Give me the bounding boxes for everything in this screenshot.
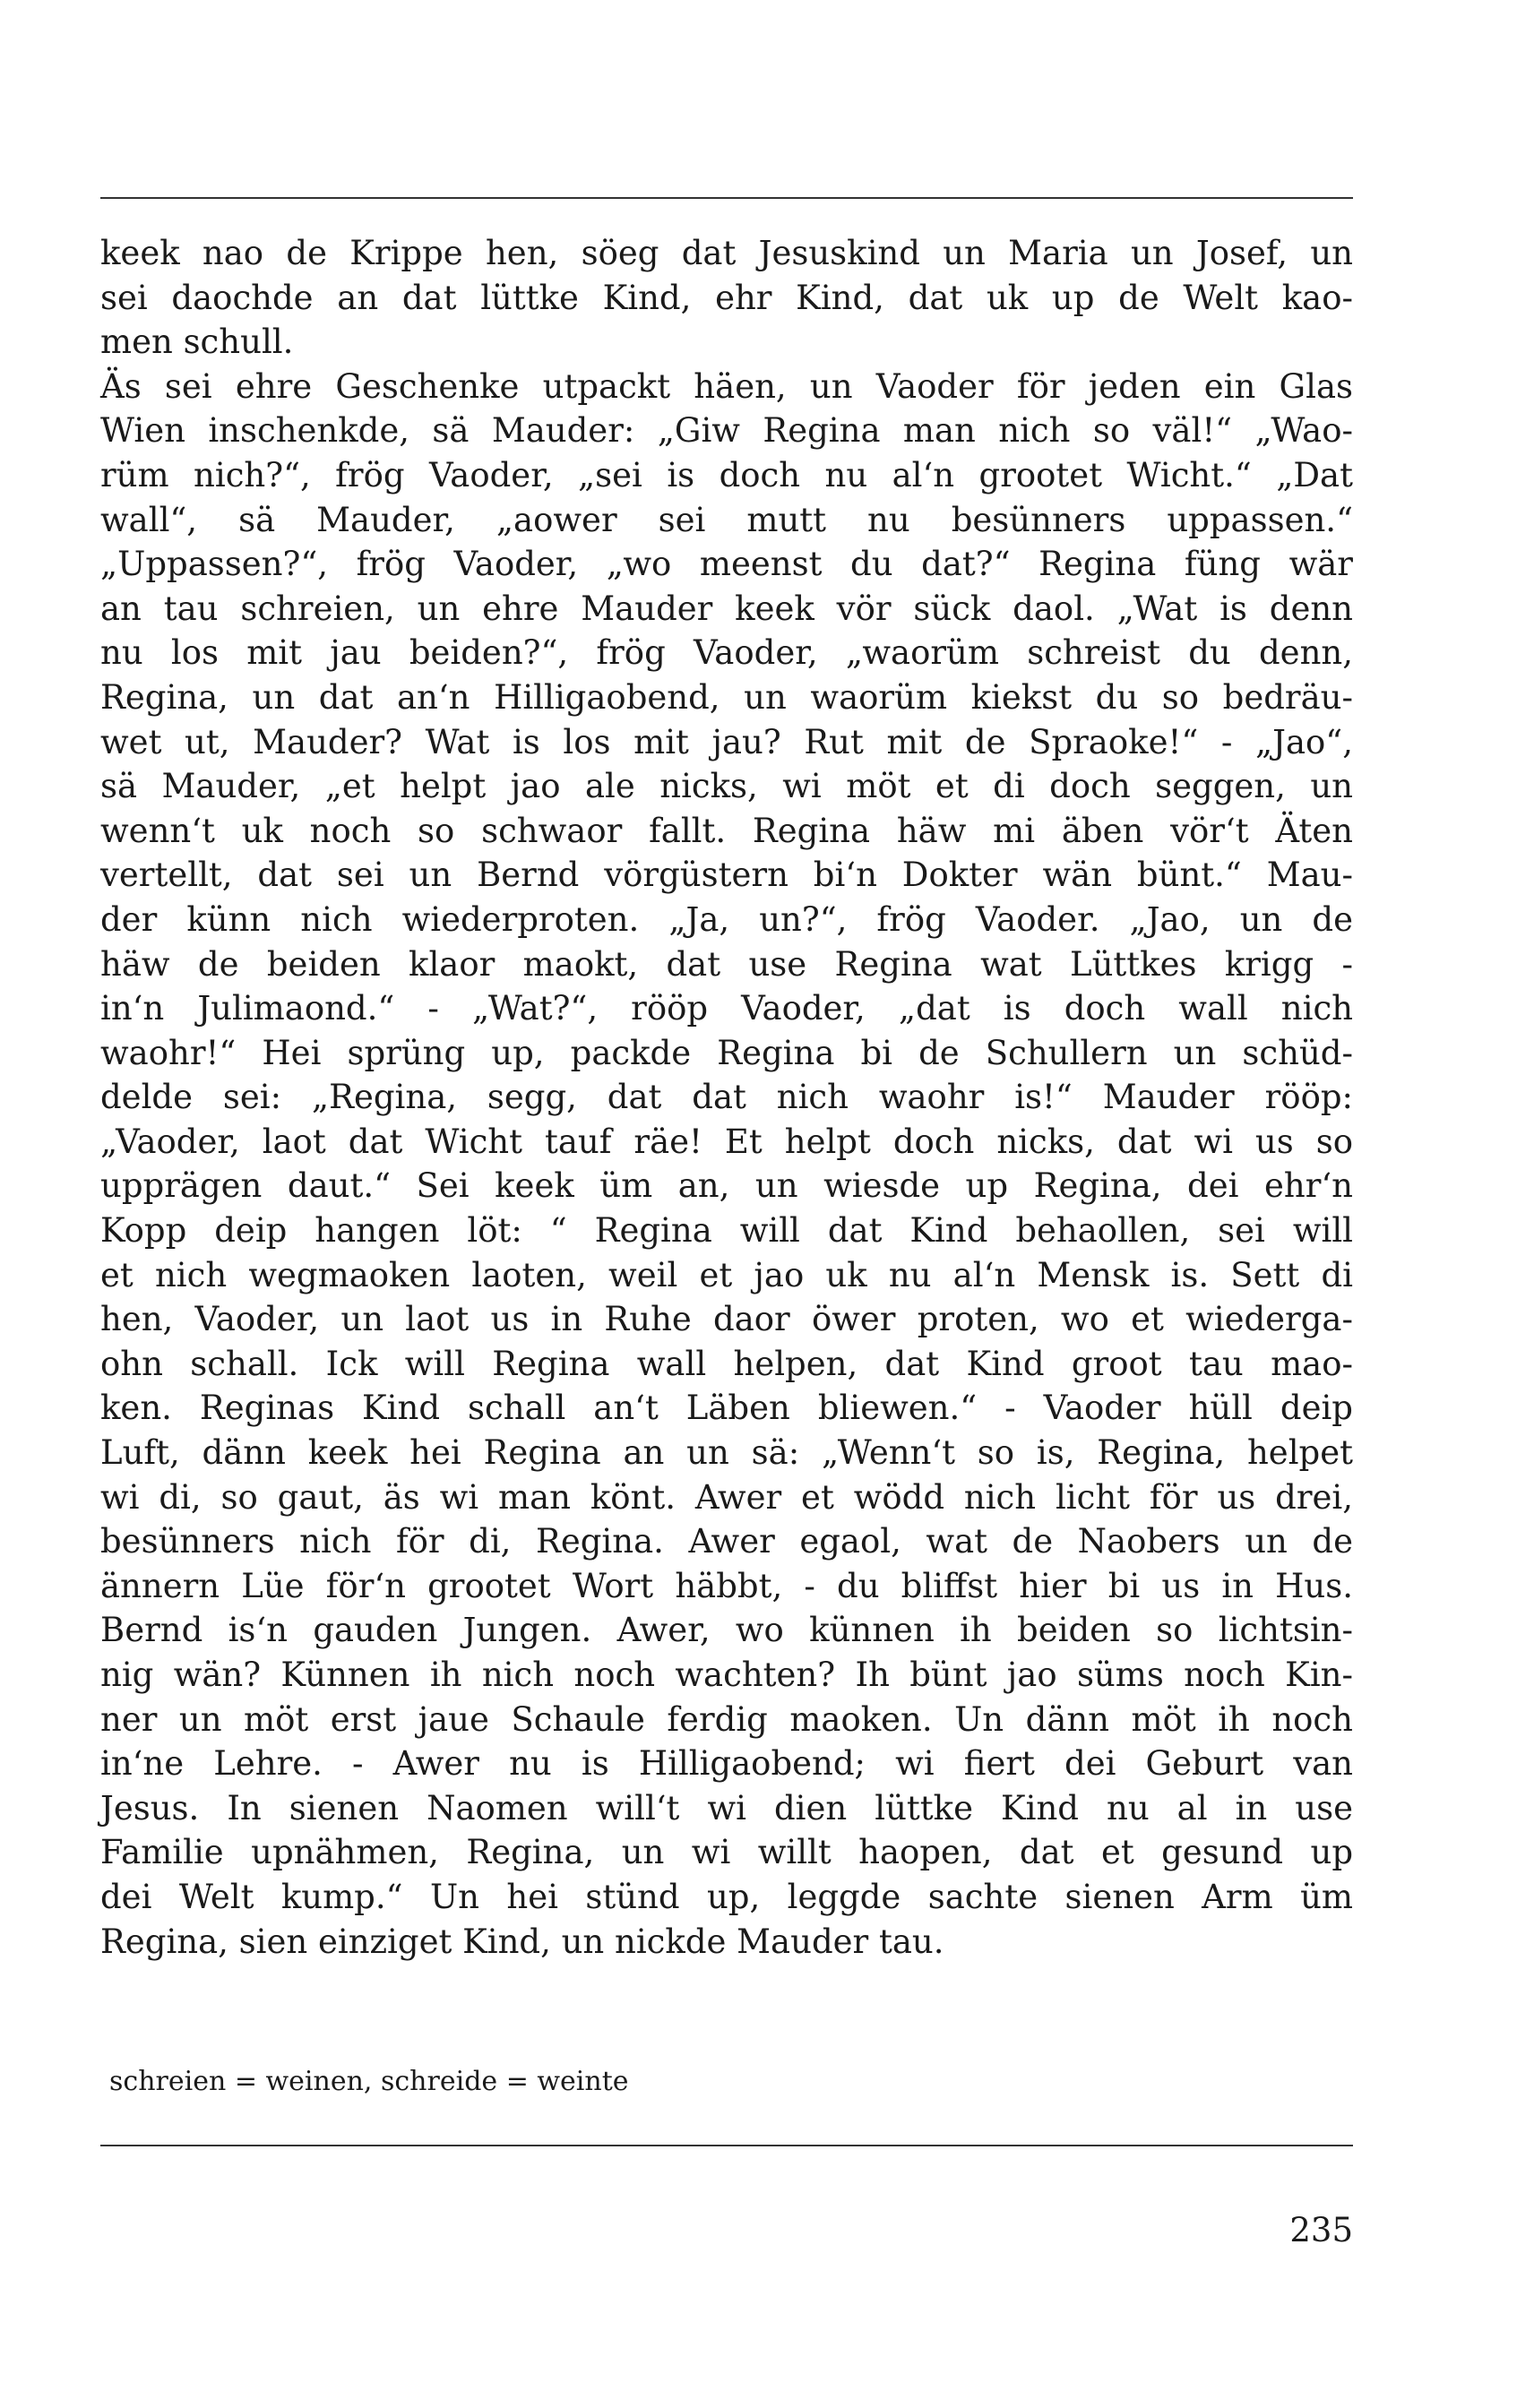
- text-line: Kopp deip hangen löt: “ Regina will dat Kind behaollen, sei will: [100, 1211, 1353, 1251]
- text-line: Luft, dänn keek hei Regina an un sä: „Wenn‘t so is, Regina, helpet: [100, 1433, 1353, 1473]
- text-line: wenn‘t uk noch so schwaor fallt. Regina häw mi äben vör‘t Äten: [100, 811, 1353, 850]
- text-line: keek nao de Krippe hen, söeg dat Jesuskind un Maria un Josef, un: [100, 234, 1353, 272]
- text-line: nig wän? Künnen ih nich noch wachten? Ih bünt jao süms noch Kin-: [100, 1656, 1353, 1694]
- text-line: „Uppassen?“, frög Vaoder, „wo meenst du dat?“ Regina füng wär: [100, 545, 1353, 584]
- text-line: wall“, sä Mauder, „aower sei mutt nu besünners uppassen.“: [100, 500, 1353, 539]
- top-rule: [100, 197, 1353, 199]
- text-line: delde sei: „Regina, segg, dat dat nich waohr is!“ Mauder rööp:: [100, 1078, 1353, 1117]
- text-line: in‘ne Lehre. - Awer nu is Hilligaobend; wi fiert dei Geburt van: [100, 1744, 1353, 1784]
- bottom-rule: [100, 2145, 1353, 2146]
- text-line: ner un möt erst jaue Schaule ferdig maoken. Un dänn möt ih noch: [100, 1699, 1353, 1739]
- text-line: ohn schall. Ick will Regina wall helpen, dat Kind groot tau mao-: [100, 1344, 1353, 1383]
- page-number: 235: [1289, 2211, 1353, 2249]
- text-line: Bernd is‘n gauden Jungen. Awer, wo künnen ih beiden so lichtsin-: [100, 1611, 1353, 1650]
- body-text: [100, 231, 1353, 1964]
- text-line: Jesus. In sienen Naomen will‘t wi dien lüttke Kind nu al in use: [100, 1788, 1353, 1828]
- text-line: waohr!“ Hei sprüng up, packde Regina bi de Schullern un schüd-: [100, 1033, 1353, 1072]
- text-line: der künn nich wiederproten. „Ja, un?“, frög Vaoder. „Jao, un de: [100, 899, 1353, 939]
- text-line: ken. Reginas Kind schall an‘t Läben bliewen.“ - Vaoder hüll deip: [100, 1389, 1353, 1428]
- text-line: „Vaoder, laot dat Wicht tauf räe! Et helpt doch nicks, dat wi us so: [100, 1122, 1353, 1161]
- footnote: schreien = weinen, schreide = weinte: [109, 2066, 629, 2097]
- text-line: häw de beiden klaor maokt, dat use Regina wat Lüttkes krigg -: [100, 944, 1353, 984]
- text-line: sä Mauder, „et helpt jao ale nicks, wi möt et di doch seggen, un: [100, 767, 1353, 806]
- text-line: vertellt, dat sei un Bernd vörgüstern bi‘n Dokter wän bünt.“ Mau-: [100, 856, 1353, 895]
- text-line: besünners nich för di, Regina. Awer egaol, wat de Naobers un de: [100, 1522, 1353, 1561]
- text-line: hen, Vaoder, un laot us in Ruhe daor öwer proten, wo et wiederga-: [100, 1300, 1353, 1339]
- text-line: et nich wegmaoken laoten, weil et jao uk nu al‘n Mensk is. Sett di: [100, 1255, 1353, 1294]
- text-line: Äs sei ehre Geschenke utpackt häen, un Vaoder för jeden ein Glas: [100, 366, 1353, 406]
- text-line: Regina, sien einziget Kind, un nickde Mauder tau.: [100, 1922, 944, 1961]
- text-line: sei daochde an dat lüttke Kind, ehr Kind, dat uk up de Welt kao-: [100, 278, 1353, 317]
- text-line: men schull.: [100, 322, 294, 362]
- text-line: wi di, so gaut, äs wi man könt. Awer et wödd nich licht för us drei,: [100, 1477, 1353, 1517]
- text-line: in‘n Julimaond.“ - „Wat?“, rööp Vaoder, „dat is doch wall nich: [100, 989, 1353, 1028]
- text-line: an tau schreien, un ehre Mauder keek vör sück daol. „Wat is denn: [100, 589, 1353, 628]
- text-line: rüm nich?“, frög Vaoder, „sei is doch nu al‘n grootet Wicht.“ „Dat: [100, 455, 1353, 494]
- text-line: upprägen daut.“ Sei keek üm an, un wiesde up Regina, dei ehr‘n: [100, 1166, 1353, 1206]
- text-line: Regina, un dat an‘n Hilligaobend, un waorüm kiekst du so bedräu-: [100, 677, 1353, 717]
- text-line: ännern Lüe för‘n grootet Wort häbbt, - du bliffst hier bi us in Hus.: [100, 1566, 1353, 1605]
- text-line: nu los mit jau beiden?“, frög Vaoder, „waorüm schreist du denn,: [100, 633, 1353, 673]
- text-line: Wien inschenkde, sä Mauder: „Giw Regina man nich so väl!“ „Wao-: [100, 411, 1353, 451]
- text-line: wet ut, Mauder? Wat is los mit jau? Rut mit de Spraoke!“ - „Jao“,: [100, 722, 1353, 761]
- text-line: Familie upnähmen, Regina, un wi willt haopen, dat et gesund up: [100, 1833, 1353, 1872]
- text-line: dei Welt kump.“ Un hei stünd up, leggde sachte sienen Arm üm: [100, 1877, 1353, 1916]
